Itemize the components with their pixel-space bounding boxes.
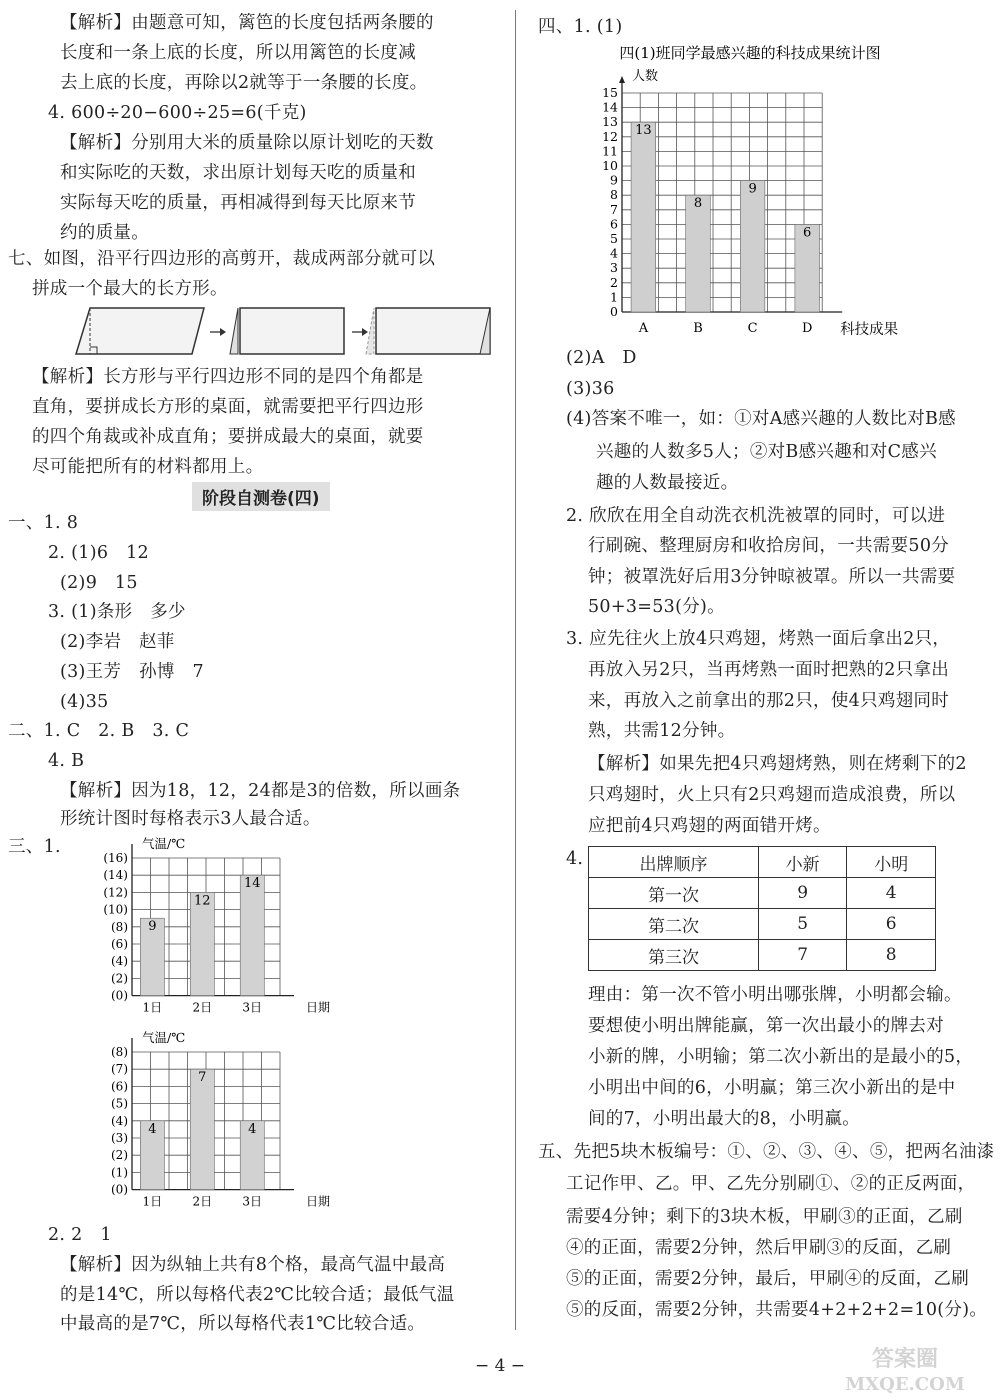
column-divider bbox=[515, 10, 516, 1330]
y-tick-label: (0) bbox=[111, 1182, 128, 1197]
watermark-logo bbox=[820, 1340, 990, 1395]
left-text-line: 3. (1)条形 多少 bbox=[48, 602, 186, 622]
y-tick-label: (12) bbox=[103, 885, 128, 900]
bar-value-label: 4 bbox=[248, 1121, 257, 1137]
table-header-cell: 小新 bbox=[758, 847, 847, 878]
section-heading: 阶段自测卷(四) bbox=[192, 482, 330, 511]
bar-value-label: 8 bbox=[693, 196, 703, 212]
right-text-line: 小明出中间的6，小明赢；第三次小新出的是中 bbox=[588, 1078, 956, 1098]
right-text-line: 2. 欣欣在用全自动洗衣机洗被罩的同时，可以进 bbox=[566, 506, 946, 526]
bar-value-label: 7 bbox=[198, 1070, 207, 1086]
y-tick-label: (14) bbox=[103, 868, 128, 883]
page-number: − 4 − bbox=[474, 1356, 526, 1376]
left-text-line: 的是14℃，所以每格代表2℃比较合适；最低气温 bbox=[60, 1285, 455, 1305]
right-text-line: (4)答案不唯一，如：①对A感兴趣的人数比对B感 bbox=[566, 409, 956, 429]
right-text-line: 要想使小明出牌能赢，第一次出最小的牌去对 bbox=[588, 1016, 944, 1036]
x-axis-label: 科技成果 bbox=[840, 322, 899, 338]
left-text-line: 形统计图时每格表示3人最合适。 bbox=[60, 809, 321, 829]
left-text-line: 和实际吃的天数，求出原计划每天吃的质量和 bbox=[60, 163, 416, 183]
right-text-line: 应把前4只鸡翅的两面错开烤。 bbox=[588, 816, 831, 836]
y-tick-label: (5) bbox=[111, 1096, 128, 1111]
x-tick-label: 1日 bbox=[142, 1194, 163, 1209]
y-tick-label: (2) bbox=[111, 1148, 128, 1163]
y-axis-arrow bbox=[619, 76, 625, 83]
table-cell: 5 bbox=[758, 909, 847, 940]
right-text-line: 熟，共需12分钟。 bbox=[588, 721, 736, 741]
bar-C bbox=[740, 181, 765, 312]
left-text-line: 直角，要拼成长方形的桌面，就需要把平行四边形 bbox=[32, 397, 424, 417]
left-text-line: (4)35 bbox=[60, 692, 109, 712]
y-axis-label: 气温/℃ bbox=[142, 836, 186, 851]
left-text-line: 【解析】长方形与平行四边形不同的是四个角都是 bbox=[32, 367, 424, 387]
right-text-line: 【解析】如果先把4只鸡翅烤熟，则在烤剩下的2 bbox=[588, 754, 967, 774]
y-tick-label: 9 bbox=[610, 172, 618, 188]
left-text-line: 4. 600÷20−600÷25=6(千克) bbox=[48, 103, 307, 123]
left-text-line: 中最高的是7℃，所以每格代表1℃比较合适。 bbox=[60, 1314, 426, 1334]
x-tick-label: 3日 bbox=[242, 1000, 263, 1015]
y-tick-label: (4) bbox=[111, 954, 128, 969]
left-text-line: 【解析】由题意可知，篱笆的长度包括两条腰的 bbox=[60, 13, 434, 33]
bar-value-label: 13 bbox=[635, 123, 652, 139]
right-text-line: 50+3=53(分)。 bbox=[588, 597, 725, 617]
right-text-line: 只鸡翅时，火上只有2只鸡翅而造成浪费，所以 bbox=[588, 785, 956, 805]
y-tick-label: 11 bbox=[602, 143, 618, 159]
y-tick-label: 4 bbox=[610, 245, 618, 261]
left-text-line: 2. 2 1 bbox=[48, 1225, 112, 1245]
y-tick-label: 5 bbox=[610, 231, 618, 246]
table-header-row bbox=[589, 847, 936, 878]
bar-3日 bbox=[240, 875, 264, 995]
table-row bbox=[589, 940, 936, 971]
y-tick-label: (3) bbox=[111, 1131, 128, 1145]
right-text-line: 间的7，小明出最大的8，小明赢。 bbox=[588, 1109, 861, 1129]
left-text-line: 长度和一条上底的长度，所以用篱笆的长度减 bbox=[60, 43, 416, 63]
x-tick-label: C bbox=[747, 321, 758, 336]
left-text-line: 三、1. bbox=[8, 837, 61, 857]
temperature-bar-chart-1 bbox=[92, 830, 352, 1024]
parallelogram-cut-diagram bbox=[70, 304, 495, 360]
bar-B bbox=[686, 195, 711, 312]
x-axis-label: 日期 bbox=[306, 1194, 331, 1209]
y-tick-label: (4) bbox=[111, 1113, 128, 1128]
temperature-bar-chart-2 bbox=[92, 1024, 352, 1220]
y-tick-label: 14 bbox=[602, 99, 618, 115]
y-tick-label: 8 bbox=[610, 187, 618, 203]
y-tick-label: 6 bbox=[610, 216, 618, 232]
table-cell: 8 bbox=[847, 940, 936, 971]
table-cell: 6 bbox=[847, 909, 936, 940]
tech-interest-bar-chart bbox=[560, 40, 940, 350]
y-tick-label: 1 bbox=[610, 289, 618, 305]
x-tick-label: 1日 bbox=[142, 1000, 163, 1015]
x-tick-label: D bbox=[801, 321, 813, 336]
svg-text:答案圈: 答案圈 bbox=[871, 1346, 939, 1372]
x-tick-label: 3日 bbox=[242, 1194, 263, 1209]
bar-value-label: 4 bbox=[148, 1121, 157, 1137]
right-text-line: 再放入另2只，当再烤熟一面时把熟的2只拿出 bbox=[588, 660, 950, 680]
y-tick-label: (1) bbox=[111, 1165, 128, 1180]
x-axis-label: 日期 bbox=[306, 1000, 331, 1015]
y-tick-label: 13 bbox=[602, 114, 618, 130]
right-text-line: 需要4分钟；剩下的3块木板，甲刷③的正面，乙刷 bbox=[566, 1207, 963, 1227]
left-text-line: 二、1. C 2. B 3. C bbox=[8, 721, 190, 741]
bar-value-label: 12 bbox=[194, 893, 211, 909]
left-text-line: 去上底的长度，再除以2就等于一条腰的长度。 bbox=[60, 73, 428, 93]
right-text-line: ④的正面，需要2分钟，然后甲刷③的反面，乙刷 bbox=[566, 1238, 952, 1258]
y-tick-label: (6) bbox=[111, 1079, 128, 1094]
left-text-line: 约的质量。 bbox=[60, 223, 149, 243]
table-cell: 4 bbox=[847, 878, 936, 909]
left-text-line: 【解析】因为纵轴上共有8个格，最高气温中最高 bbox=[60, 1255, 446, 1275]
y-tick-label: (16) bbox=[103, 851, 128, 865]
left-text-line: 的四个角裁或补成直角；要拼成最大的桌面，就要 bbox=[32, 427, 424, 447]
y-axis-label: 人数 bbox=[632, 69, 659, 84]
table-row bbox=[589, 909, 936, 940]
right-text-line: ⑤的反面，需要2分钟，共需要4+2+2+2=10(分)。 bbox=[566, 1300, 988, 1320]
right-text-line: (3)36 bbox=[566, 379, 615, 399]
bar-value-label: 6 bbox=[803, 225, 812, 241]
left-text-line: 实际每天吃的质量，再相减得到每天比原来节 bbox=[60, 193, 416, 213]
y-tick-label: 3 bbox=[610, 260, 618, 276]
y-axis-label: 气温/℃ bbox=[142, 1030, 186, 1045]
right-text-line: (2)A D bbox=[566, 348, 637, 368]
y-tick-label: 0 bbox=[610, 304, 618, 319]
bar-value-label: 14 bbox=[243, 876, 261, 892]
left-text-line: (2)9 15 bbox=[60, 573, 138, 593]
y-tick-label: (10) bbox=[103, 902, 128, 917]
right-text-line: 趣的人数最接近。 bbox=[596, 473, 739, 493]
y-tick-label: (0) bbox=[111, 988, 128, 1003]
right-text-line: ⑤的正面，需要2分钟，最后，甲刷④的反面，乙刷 bbox=[566, 1269, 970, 1289]
left-text-line: (2)李岩 赵菲 bbox=[60, 632, 175, 652]
left-text-line: 尽可能把所有的材料都用上。 bbox=[32, 457, 264, 477]
right-text-line: 来，再放入之前拿出的那2只，使4只鸡翅同时 bbox=[588, 691, 950, 711]
bar-2日 bbox=[190, 1069, 214, 1189]
right-text-line: 兴趣的人数多5人；②对B感兴趣和对C感兴 bbox=[596, 442, 937, 462]
y-tick-label: 12 bbox=[602, 128, 618, 144]
table-header-cell: 出牌顺序 bbox=[589, 847, 759, 878]
right-text-line: 小新的牌，小明输；第二次小新出的是最小的5， bbox=[588, 1047, 974, 1067]
left-text-line: (3)王芳 孙博 7 bbox=[60, 662, 204, 682]
svg-text:MXQE.COM: MXQE.COM bbox=[845, 1374, 965, 1395]
table-header-cell: 小明 bbox=[847, 847, 936, 878]
x-tick-label: B bbox=[693, 321, 703, 336]
right-text-line: 四、1. (1) bbox=[538, 17, 623, 37]
bar-value-label: 9 bbox=[748, 181, 757, 197]
right-text-line: 4. bbox=[566, 849, 584, 869]
right-text-line: 理由：第一次不管小明出哪张牌，小明都会输。 bbox=[588, 985, 962, 1005]
table-cell: 第三次 bbox=[589, 940, 759, 971]
y-tick-label: (8) bbox=[111, 919, 128, 934]
y-tick-label: (8) bbox=[111, 1045, 128, 1059]
x-tick-label: 2日 bbox=[192, 1000, 213, 1015]
table-cell: 7 bbox=[758, 940, 847, 971]
left-text-line: 七、如图，沿平行四边形的高剪开，裁成两部分就可以 bbox=[8, 249, 436, 269]
y-tick-label: (2) bbox=[111, 971, 128, 986]
x-tick-label: 2日 bbox=[192, 1194, 213, 1209]
left-text-line: 4. B bbox=[48, 751, 85, 771]
right-text-line: 钟；被罩洗好后用3分钟晾被罩。所以一共需要 bbox=[588, 567, 956, 587]
table-cell: 9 bbox=[758, 878, 847, 909]
left-text-line: 拼成一个最大的长方形。 bbox=[32, 279, 228, 299]
y-tick-label: (7) bbox=[111, 1062, 128, 1077]
table-row bbox=[589, 878, 936, 909]
y-tick-label: 2 bbox=[610, 274, 618, 290]
y-tick-label: 7 bbox=[610, 201, 618, 217]
left-text-line: 一、1. 8 bbox=[8, 513, 79, 533]
y-tick-label: (6) bbox=[111, 937, 128, 951]
table-cell: 第一次 bbox=[589, 878, 759, 909]
bar-A bbox=[631, 122, 656, 312]
right-text-line: 工记作甲、乙。甲、乙先分别刷①、②的正反两面， bbox=[566, 1174, 976, 1194]
right-text-line: 3. 应先往火上放4只鸡翅，烤熟一面后拿出2只， bbox=[566, 629, 951, 649]
left-text-line: 【解析】分别用大米的质量除以原计划吃的天数 bbox=[60, 133, 434, 153]
bar-value-label: 9 bbox=[148, 919, 157, 935]
y-tick-label: 15 bbox=[602, 85, 618, 100]
chart-title: 四(1)班同学最感兴趣的科技成果统计图 bbox=[619, 44, 881, 62]
y-tick-label: 10 bbox=[602, 158, 618, 173]
card-deal-table bbox=[588, 846, 936, 971]
table-cell: 第二次 bbox=[589, 909, 759, 940]
left-text-line: 2. (1)6 12 bbox=[48, 543, 149, 563]
x-tick-label: A bbox=[638, 321, 649, 336]
left-text-line: 【解析】因为18，12，24都是3的倍数，所以画条 bbox=[60, 781, 461, 801]
right-text-line: 行刷碗、整理厨房和收拾房间，一共需要50分 bbox=[588, 536, 950, 556]
right-text-line: 五、先把5块木板编号：①、②、③、④、⑤，把两名油漆 bbox=[538, 1142, 995, 1162]
